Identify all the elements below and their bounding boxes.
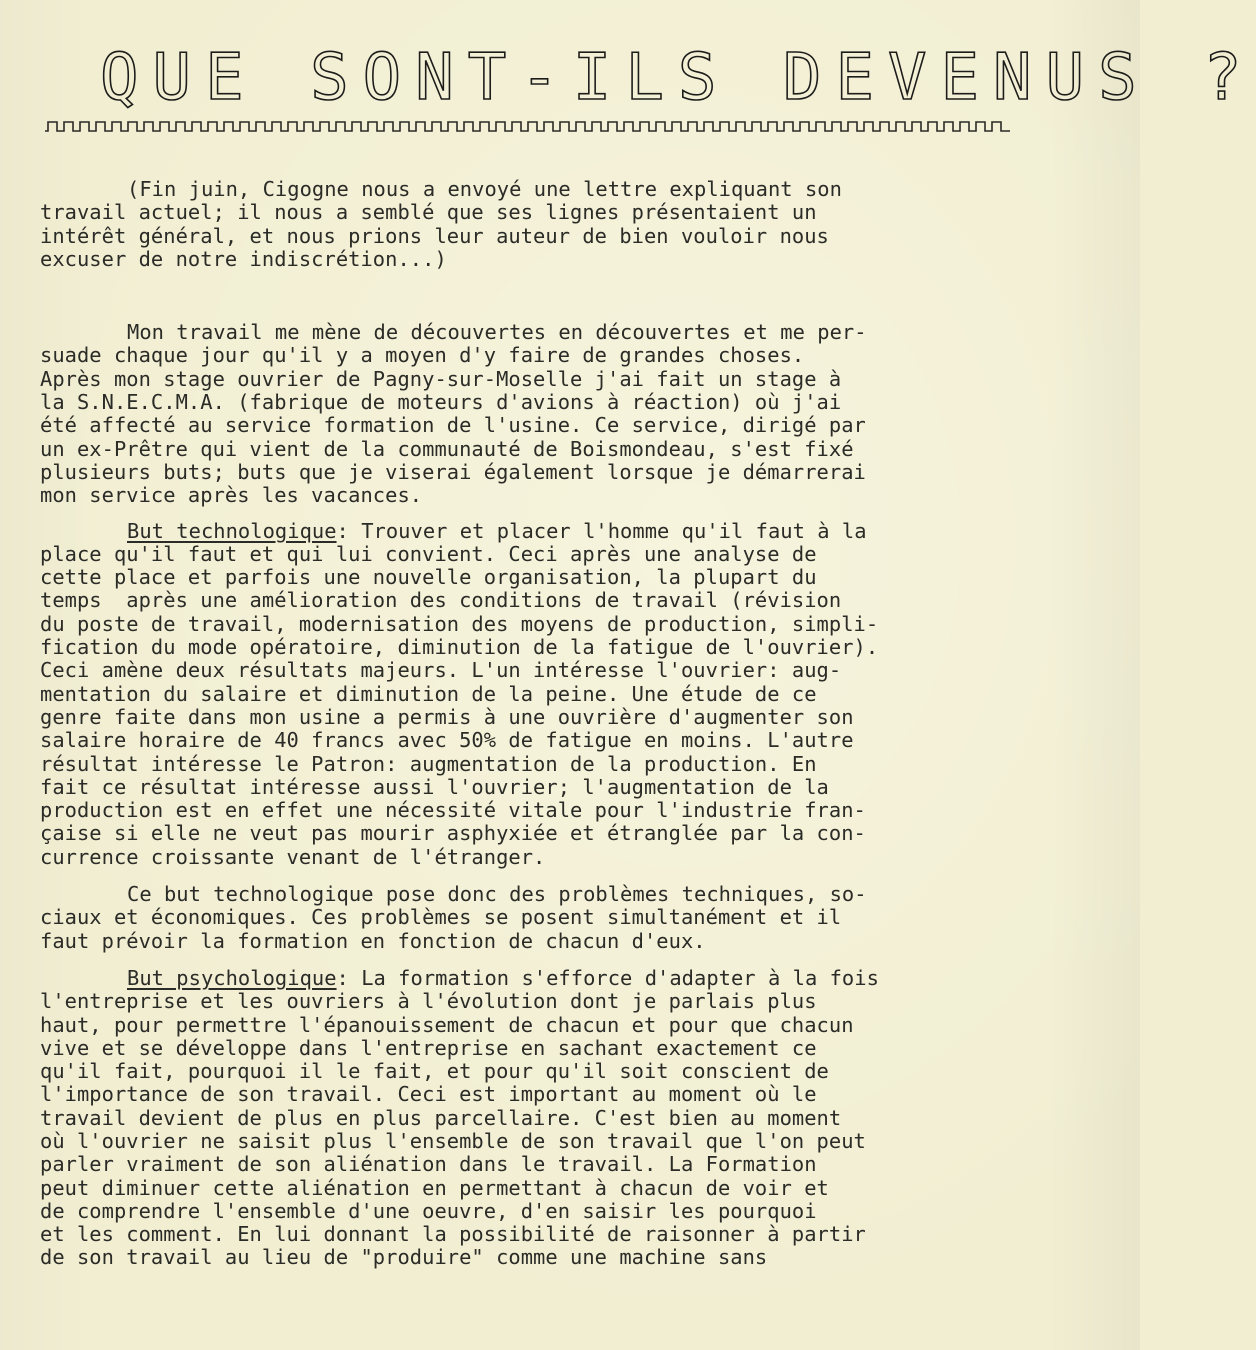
text-line: et les comment. En lui donnant la possibilité de raisonner à partir bbox=[40, 1222, 866, 1247]
text-line: suade chaque jour qu'il y a moyen d'y faire de grandes choses. bbox=[40, 343, 805, 368]
text-line: salaire horaire de 40 francs avec 50% de fatigue en moins. L'autre bbox=[40, 728, 854, 753]
text-line: faut prévoir la formation en fonction de chacun d'eux. bbox=[40, 928, 706, 953]
title-wavy-underline bbox=[45, 118, 1010, 138]
text-line: ciaux et économiques. Ces problèmes se posent simultanément et il bbox=[40, 905, 842, 930]
page-title: QUE SONT-ILS DEVENUS ? bbox=[100, 41, 1256, 115]
text-line: plusieurs buts; buts que je viserai également lorsque je démarrerai bbox=[40, 459, 866, 484]
paragraph-psychological-goal bbox=[40, 967, 1050, 1270]
text-line: qu'il fait, pourquoi il le fait, et pour qu'il soit conscient de bbox=[40, 1059, 829, 1084]
text-line: du poste de travail, modernisation des moyens de production, simpli- bbox=[40, 611, 879, 636]
text-line: où l'ouvrier ne saisit plus l'ensemble de son travail que l'on peut bbox=[40, 1128, 866, 1153]
text-line: temps après une amélioration des conditions de travail (révision bbox=[40, 588, 842, 613]
psychological-goal-first-line: : La formation s'efforce d'adapter à la fois bbox=[336, 965, 879, 990]
text-line: haut, pour permettre l'épanouissement de chacun et pour que chacun bbox=[40, 1012, 854, 1037]
paragraph-work bbox=[40, 321, 1050, 507]
section-gap bbox=[40, 271, 1050, 321]
text-line: intérêt général, et nous prions leur auteur de bien vouloir nous bbox=[40, 223, 829, 248]
paragraph-gap bbox=[40, 953, 1050, 967]
text-line: travail devient de plus en plus parcellaire. C'est bien au moment bbox=[40, 1105, 842, 1130]
text-line: Ce but technologique pose donc des problèmes techniques, so- bbox=[127, 882, 867, 907]
text-line: Ceci amène deux résultats majeurs. L'un intéresse l'ouvrier: aug- bbox=[40, 658, 842, 683]
text-line: (Fin juin, Cigogne nous a envoyé une lettre expliquant son bbox=[127, 177, 842, 201]
text-line: la S.N.E.C.M.A. (fabrique de moteurs d'avions à réaction) où j'ai bbox=[40, 390, 842, 415]
paragraph-gap bbox=[40, 869, 1050, 883]
text-line: currence croissante venant de l'étranger. bbox=[40, 844, 546, 869]
intro-paragraph bbox=[40, 178, 1050, 271]
psychological-goal-heading: But psychologique bbox=[127, 965, 337, 990]
letter-body bbox=[40, 178, 1050, 1270]
paragraph-technological-goal bbox=[40, 520, 1050, 869]
text-line: fication du mode opératoire, diminution de la fatigue de l'ouvrier). bbox=[40, 635, 879, 660]
technological-goal-first-line: : Trouver et placer l'homme qu'il faut à la bbox=[336, 518, 867, 543]
technological-goal-heading: But technologique bbox=[127, 518, 337, 543]
text-line: de comprendre l'ensemble d'une oeuvre, d'en saisir les pourquoi bbox=[40, 1198, 817, 1223]
text-line: Après mon stage ouvrier de Pagny-sur-Moselle j'ai fait un stage à bbox=[40, 366, 842, 391]
text-line: Mon travail me mène de découvertes en découvertes et me per- bbox=[127, 320, 867, 345]
text-line: cette place et parfois une nouvelle organisation, la plupart du bbox=[40, 565, 817, 590]
text-line: l'importance de son travail. Ceci est important au moment où le bbox=[40, 1082, 817, 1107]
text-line: l'entreprise et les ouvriers à l'évolution dont je parlais plus bbox=[40, 989, 817, 1014]
text-line: excuser de notre indiscrétion...) bbox=[40, 246, 447, 271]
text-line: vive et se développe dans l'entreprise en sachant exactement ce bbox=[40, 1035, 817, 1060]
text-line: travail actuel; il nous a semblé que ses lignes présentaient un bbox=[40, 200, 817, 225]
text-line: parler vraiment de son aliénation dans le travail. La Formation bbox=[40, 1152, 817, 1177]
text-line: genre faite dans mon usine a permis à une ouvrière d'augmenter son bbox=[40, 704, 854, 729]
text-line: production est en effet une nécessité vitale pour l'industrie fran- bbox=[40, 798, 866, 823]
text-line: de son travail au lieu de "produire" comme une machine sans bbox=[40, 1245, 768, 1270]
paragraph-problems bbox=[40, 883, 1050, 953]
text-line: fait ce résultat intéresse aussi l'ouvrier; l'augmentation de la bbox=[40, 774, 829, 799]
text-line bbox=[40, 967, 1050, 990]
text-line: mon service après les vacances. bbox=[40, 483, 423, 508]
text-line: çaise si elle ne veut pas mourir asphyxiée et étranglée par la con- bbox=[40, 821, 866, 846]
text-line: peut diminuer cette aliénation en permettant à chacun de voir et bbox=[40, 1175, 829, 1200]
text-line bbox=[40, 520, 1050, 543]
text-line: mentation du salaire et diminution de la peine. Une étude de ce bbox=[40, 681, 817, 706]
text-line: un ex-Prêtre qui vient de la communauté de Boismondeau, s'est fixé bbox=[40, 436, 854, 461]
text-line: place qu'il faut et qui lui convient. Ceci après une analyse de bbox=[40, 541, 817, 566]
text-line: résultat intéresse le Patron: augmentation de la production. En bbox=[40, 751, 817, 776]
text-line: été affecté au service formation de l'usine. Ce service, dirigé par bbox=[40, 413, 866, 438]
